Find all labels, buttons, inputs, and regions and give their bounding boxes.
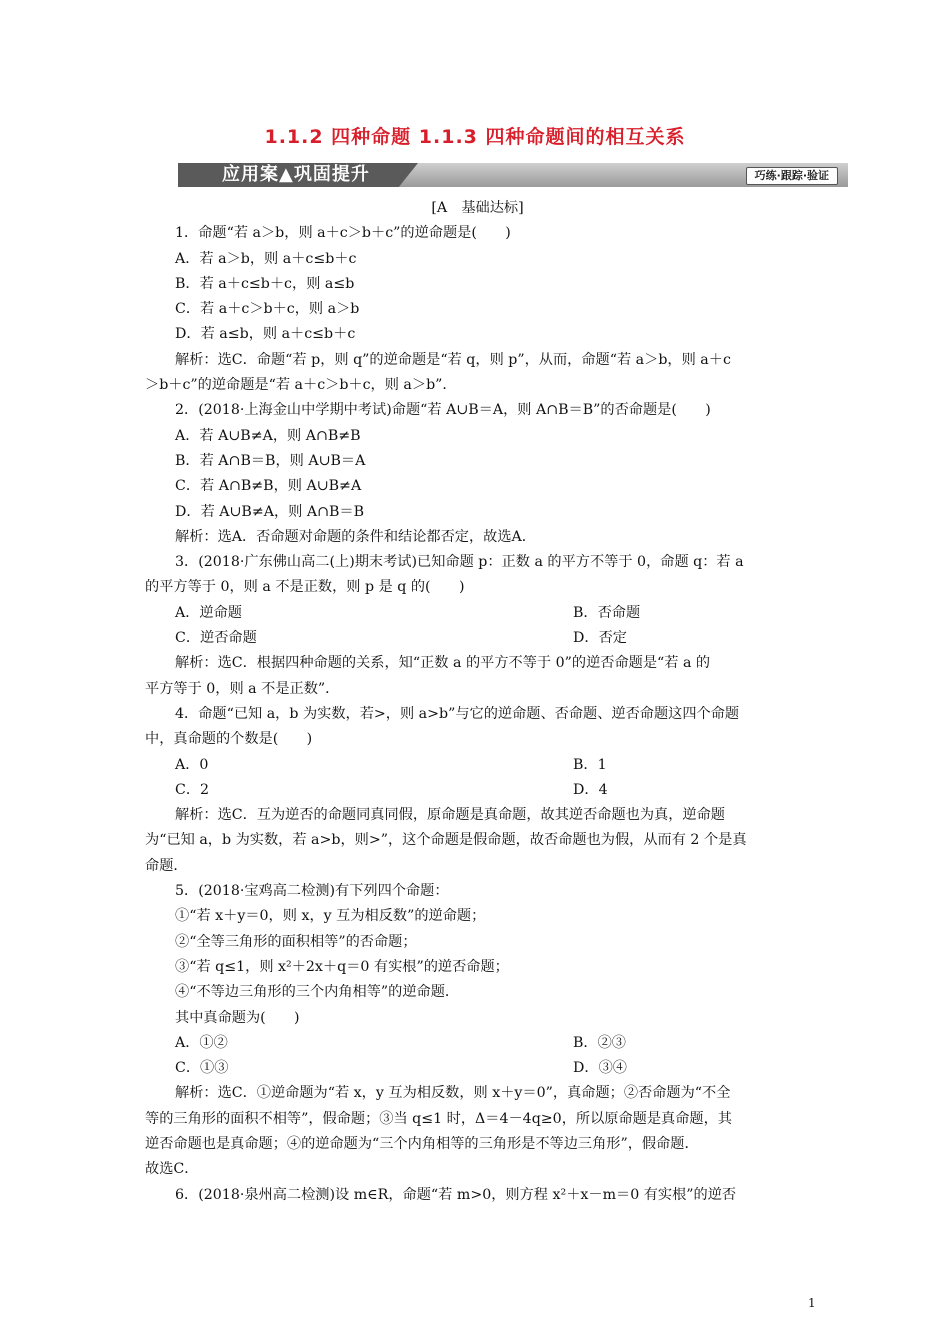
option-left: A．逆命题: [175, 604, 242, 621]
text-line: A．若 a＞b，则 a＋c≤b＋c: [175, 250, 357, 267]
text-line: A．若 A∪B≠A，则 A∩B≠B: [175, 427, 361, 444]
text-line: B．若 a＋c≤b＋c，则 a≤b: [175, 275, 355, 292]
option-right: D．4: [573, 781, 608, 798]
text-line: ②“全等三角形的面积相等”的否命题；: [175, 933, 417, 950]
option-row: [145, 778, 810, 803]
text-line: 为“已知 a，b 为实数，若 a>b，则>”，这个命题是假命题，故否命题也为假，从而有 2 个是真: [145, 832, 747, 849]
text-line: 平方等于 0，则 a 不是正数”．: [145, 680, 340, 697]
option-left: A．①②: [175, 1034, 228, 1051]
text-line: 2．(2018·上海金山中学期中考试)命题“若 A∪B＝A，则 A∩B＝B”的否命题是( ): [175, 402, 711, 419]
banner-label: 应用案▲巩固提升: [222, 164, 370, 185]
option-left: C．①③: [175, 1060, 229, 1077]
solution-line: 解析：选C．命题“若 p，则 q”的逆命题是“若 q，则 p”，从而，命题“若 a＞b，则 a＋c: [175, 351, 731, 368]
solution-line: 解析：选C．根据四种命题的关系，知“正数 a 的平方不等于 0”的逆否命题是“若 a 的: [175, 655, 711, 672]
option-right: D．③④: [573, 1060, 627, 1077]
text-line: 等的三角形的面积不相等”，假命题；③当 q≤1 时，Δ＝4－4q≥0，所以原命题是真命题，其: [145, 1110, 732, 1127]
text-line: ①“若 x＋y＝0，则 x，y 互为相反数”的逆命题；: [175, 908, 486, 925]
text-line: 5．(2018·宝鸡高二检测)有下列四个命题：: [175, 883, 449, 900]
option-row: [145, 626, 810, 651]
option-row: [145, 753, 810, 778]
option-right: B．1: [573, 756, 607, 773]
text-line: ④“不等边三角形的三个内角相等”的逆命题．: [175, 984, 460, 1001]
text-line: 6．(2018·泉州高二检测)设 m∈R，命题“若 m>0，则方程 x²＋x－m＝0 有实根”的逆否: [175, 1186, 737, 1203]
text-line: 4．命题“已知 a，b 为实数，若>，则 a>b”与它的逆命题、否命题、逆否命题这四个命题: [175, 705, 740, 722]
banner-tag: 巧练·跟踪·验证: [746, 167, 838, 185]
option-right: D．否定: [573, 630, 627, 647]
text-line: 的平方等于 0，则 a 不是正数，则 p 是 q 的( ): [145, 579, 465, 596]
text-line: 3．(2018·广东佛山高二(上)期末考试)已知命题 p：正数 a 的平方不等于 0，命题 q：若 a: [175, 554, 744, 571]
section-banner: [178, 163, 848, 187]
text-line: C．若 a＋c＞b＋c，则 a＞b: [175, 301, 360, 318]
option-right: B．否命题: [573, 604, 641, 621]
page-number: 1: [808, 1296, 816, 1310]
option-right: B．②③: [573, 1034, 626, 1051]
option-row: [145, 601, 810, 626]
solution-line: 解析：选C．互为逆否的命题同真同假，原命题是真命题，故其逆否命题也为真，逆命题: [175, 807, 725, 824]
text-line: ③“若 q≤1，则 x²＋2x＋q＝0 有实根”的逆否命题；: [175, 958, 509, 975]
section-heading: [A 基础达标]: [431, 200, 524, 216]
text-line: C．若 A∩B≠B，则 A∪B≠A: [175, 478, 362, 495]
text-line: ＞b＋c”的逆命题是“若 a＋c＞b＋c，则 a＞b”．: [145, 377, 457, 394]
text-line: 中，真命题的个数是( ): [145, 731, 313, 748]
text-line: 其中真命题为( ): [175, 1009, 300, 1026]
text-line: D．若 A∪B≠A，则 A∩B＝B: [175, 503, 365, 520]
text-line: 逆否命题也是真命题；④的逆命题为“三个内角相等的三角形是不等边三角形”，假命题．: [145, 1135, 699, 1152]
text-line: 命题．: [145, 857, 188, 874]
text-line: B．若 A∩B＝B，则 A∪B＝A: [175, 452, 366, 469]
option-left: C．2: [175, 781, 210, 798]
option-row: [145, 1031, 810, 1056]
option-row: [145, 1056, 810, 1081]
solution-line: 解析：选A．否命题对命题的条件和结论都否定，故选A．: [175, 528, 536, 545]
solution-line: 解析：选C．①逆命题为“若 x，y 互为相反数，则 x＋y＝0”，真命题；②否命题为“不全: [175, 1085, 731, 1102]
option-left: A．0: [175, 756, 209, 773]
option-left: C．逆否命题: [175, 630, 257, 647]
text-line: 故选C．: [145, 1161, 199, 1178]
text-line: D．若 a≤b，则 a＋c≤b＋c: [175, 326, 356, 343]
document-body: [145, 196, 810, 1208]
text-line: 1．命题“若 a＞b，则 a＋c＞b＋c”的逆命题是( ): [175, 225, 511, 242]
page-title: 1.1.2 四种命题 1.1.3 四种命题间的相互关系: [264, 126, 686, 148]
